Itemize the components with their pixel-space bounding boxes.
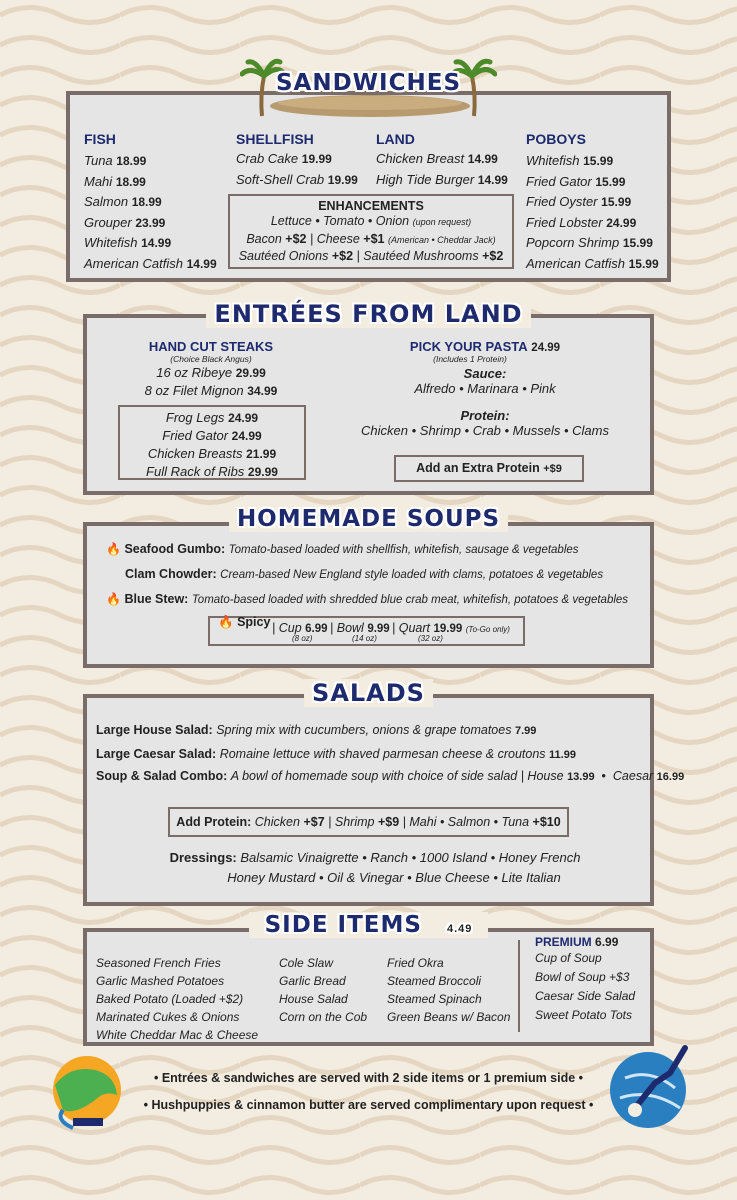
footer-line1: • Entrées & sandwiches are served with 2 side items or 1 premium side • bbox=[153, 1071, 584, 1085]
premium-item: Caesar Side Salad bbox=[535, 989, 636, 1003]
sides-col1 bbox=[96, 954, 258, 1044]
fish-item-name: Tuna bbox=[84, 153, 113, 168]
combo-row: Soup & Salad Combo: A bowl of homemade soup with choice of side salad | House 13.99 • Caesar 16.99 bbox=[96, 769, 685, 783]
side-item: Green Beans w/ Bacon bbox=[387, 1010, 511, 1024]
soup-item bbox=[106, 587, 628, 612]
fish-column bbox=[84, 131, 217, 274]
poboy-item-name: Fried Oyster bbox=[526, 194, 598, 209]
shellfish-item-name: Soft-Shell Crab bbox=[236, 171, 325, 187]
steak-item-price: 29.99 bbox=[235, 366, 266, 380]
entree-item-price: 24.99 bbox=[231, 429, 262, 443]
sides-col3 bbox=[387, 954, 510, 1026]
poboys-heading: POBOYS bbox=[526, 131, 586, 147]
shellfish-column bbox=[236, 131, 358, 190]
poboy-item bbox=[526, 192, 659, 213]
entrees-title: ENTRÉES FROM LAND bbox=[0, 300, 737, 328]
spicy-flame-icon: 🔥 bbox=[106, 592, 121, 606]
poboy-item-name: Popcorn Shrimp bbox=[526, 235, 620, 250]
soup-desc: Tomato-based loaded with shredded blue crab meat, whitefish, potatoes & vegetables bbox=[191, 594, 629, 606]
fish-item-price: 18.99 bbox=[115, 174, 146, 189]
salad-list bbox=[96, 719, 576, 767]
premium-item: Bowl of Soup +$3 bbox=[535, 970, 630, 984]
land-item-price: 14.99 bbox=[477, 172, 508, 187]
side-item: Seasoned French Fries bbox=[96, 956, 221, 970]
poboy-item bbox=[526, 254, 659, 275]
fish-item-price: 18.99 bbox=[131, 195, 162, 209]
land-heading: LAND bbox=[376, 131, 415, 147]
salad-item bbox=[96, 719, 576, 743]
steak-item-price: 34.99 bbox=[247, 384, 278, 398]
soups-title: HOMEMADE SOUPS bbox=[0, 506, 737, 532]
premium-item: Cup of Soup bbox=[535, 951, 602, 965]
fish-item-name: American Catfish bbox=[84, 255, 183, 271]
sandwiches-title: SANDWICHES bbox=[275, 70, 462, 96]
side-item: Baked Potato (Loaded +$2) bbox=[96, 992, 244, 1006]
salad-price: 11.99 bbox=[549, 749, 576, 761]
entree-item-price: 24.99 bbox=[228, 411, 259, 425]
enhancements-box bbox=[228, 194, 514, 269]
fish-item-price: 23.99 bbox=[135, 215, 166, 230]
entree-item bbox=[120, 445, 304, 463]
extra-protein-box: Add an Extra Protein +$9 bbox=[394, 455, 584, 482]
protein-label: Protein: bbox=[460, 408, 510, 423]
protein-list: Chicken • Shrimp • Crab • Mussels • Clams bbox=[361, 423, 609, 438]
sides-title: SIDE ITEMS 4.49 bbox=[0, 912, 737, 938]
poboy-item-name: Whitefish bbox=[526, 153, 580, 168]
salad-name: Large Caesar Salad: bbox=[96, 747, 217, 761]
poboy-item-name: Fried Lobster bbox=[526, 214, 603, 230]
entree-item-name: Full Rack of Ribs bbox=[146, 464, 245, 479]
enhancements-heading: ENHANCEMENTS bbox=[318, 199, 424, 213]
fish-item-name: Whitefish bbox=[84, 235, 138, 250]
poboy-item-price: 15.99 bbox=[628, 256, 659, 271]
fish-item bbox=[84, 151, 217, 172]
steak-item bbox=[126, 382, 296, 400]
steak-item bbox=[126, 364, 296, 382]
salad-desc: Romaine lettuce with shaved parmesan cheese & croutons bbox=[219, 747, 546, 761]
soup-desc: Tomato-based loaded with shellfish, whitefish, sausage & vegetables bbox=[228, 544, 579, 556]
steak-item-name: 8 oz Filet Mignon bbox=[144, 383, 244, 398]
enhancements-line3: Sautéed Onions +$2 | Sautéed Mushrooms +$2 bbox=[238, 249, 504, 263]
spicy-flame-icon: 🔥 bbox=[106, 542, 121, 556]
add-protein-box: Add Protein: Chicken +$7 | Shrimp +$9 | Mahi • Salmon • Tuna +$10 bbox=[168, 807, 569, 837]
soup-item bbox=[106, 562, 628, 587]
side-item: Corn on the Cob bbox=[279, 1010, 368, 1024]
steaks-heading: HAND CUT STEAKS bbox=[148, 339, 274, 354]
steak-item-name: 16 oz Ribeye bbox=[156, 365, 233, 380]
entree-item-name: Chicken Breasts bbox=[147, 446, 243, 461]
fish-heading: FISH bbox=[84, 131, 116, 147]
premium-item: Sweet Potato Tots bbox=[535, 1008, 632, 1022]
side-item: Garlic Mashed Potatoes bbox=[96, 974, 225, 988]
shellfish-heading: SHELLFISH bbox=[236, 131, 314, 147]
entree-item-price: 29.99 bbox=[247, 465, 278, 479]
salads-title: SALADS bbox=[0, 679, 737, 707]
soup-name: Seafood Gumbo: bbox=[124, 542, 226, 556]
enhancements-line2: Bacon +$2 | Cheese +$1 (American • Cheddar Jack) bbox=[246, 232, 496, 246]
salad-name: Large House Salad: bbox=[96, 723, 213, 737]
shellfish-item-name: Crab Cake bbox=[236, 151, 299, 166]
poboy-item-price: 15.99 bbox=[601, 195, 632, 209]
poboy-item bbox=[526, 213, 659, 234]
sauce-list: Alfredo • Marinara • Pink bbox=[414, 381, 556, 396]
land-item bbox=[376, 170, 508, 191]
poboy-item-name: American Catfish bbox=[526, 255, 625, 271]
fish-item bbox=[84, 172, 217, 193]
land-item-name: High Tide Burger bbox=[376, 171, 475, 187]
pasta-heading-row: PICK YOUR PASTA 24.99 bbox=[409, 339, 561, 354]
steaks-section bbox=[126, 339, 296, 400]
poboy-item bbox=[526, 233, 659, 254]
land-item-name: Chicken Breast bbox=[376, 151, 465, 166]
side-item: House Salad bbox=[279, 992, 348, 1006]
sauce-label: Sauce: bbox=[463, 366, 507, 381]
fish-item-price: 14.99 bbox=[141, 236, 172, 250]
fish-item-name: Mahi bbox=[84, 173, 113, 189]
fish-item bbox=[84, 213, 217, 234]
pasta-note: (Includes 1 Protein) bbox=[433, 354, 507, 364]
side-item: White Cheddar Mac & Cheese bbox=[96, 1028, 259, 1042]
soup-item bbox=[106, 537, 628, 562]
poboy-item-price: 15.99 bbox=[622, 236, 653, 250]
entree-item bbox=[120, 463, 304, 481]
fish-item-price: 18.99 bbox=[116, 154, 147, 168]
salad-item bbox=[96, 743, 576, 767]
pasta-section bbox=[340, 339, 630, 438]
sides-col2 bbox=[279, 954, 367, 1026]
mahi-fish-logo bbox=[45, 1040, 125, 1130]
poboys-column bbox=[526, 131, 659, 274]
fish-item-name: Grouper bbox=[84, 214, 132, 230]
premium-divider bbox=[518, 940, 520, 1032]
entree-item bbox=[120, 427, 304, 445]
fish-item bbox=[84, 192, 217, 213]
poboy-item-price: 24.99 bbox=[606, 215, 637, 230]
premium-section: PREMIUM 6.99 Cup of Soup Bowl of Soup +$3 Caesar Side Salad Sweet Potato Tots bbox=[535, 935, 635, 1025]
soup-sizes-box: 🔥 Spicy | Cup 6.99 (8 oz) | Bowl 9.99 (14 oz) | Quart 19.99 (To-Go only) (32 oz) bbox=[208, 616, 525, 646]
fish-item-price: 14.99 bbox=[186, 256, 217, 271]
fish-item-name: Salmon bbox=[84, 194, 129, 209]
land-column bbox=[376, 131, 508, 190]
soup-name: Clam Chowder: bbox=[125, 567, 217, 581]
shellfish-item bbox=[236, 170, 358, 191]
side-item: Garlic Bread bbox=[279, 974, 346, 988]
soup-name: Blue Stew: bbox=[124, 592, 189, 606]
poboy-item bbox=[526, 172, 659, 193]
side-item: Marinated Cukes & Onions bbox=[96, 1010, 240, 1024]
side-item: Fried Okra bbox=[387, 956, 444, 970]
soup-desc: Cream-based New England style loaded with clams, potatoes & vegetables bbox=[220, 569, 604, 581]
entree-item-name: Frog Legs bbox=[165, 410, 225, 425]
poboy-item-price: 15.99 bbox=[583, 154, 614, 168]
steaks-note: (Choice Black Angus) bbox=[170, 354, 252, 364]
spicy-flame-icon: 🔥 bbox=[218, 615, 234, 629]
footer-line2: • Hushpuppies & cinnamon butter are served complimentary upon request • bbox=[143, 1098, 594, 1112]
enhancements-line1: Lettuce • Tomato • Onion (upon request) bbox=[270, 214, 472, 228]
poboy-item-name: Fried Gator bbox=[526, 173, 592, 189]
dressings-section: Dressings: Balsamic Vinaigrette • Ranch • 1000 Island • Honey French Honey Mustard • Oil & Vinegar • Blue Cheese • Lite Italian bbox=[169, 850, 581, 885]
shellfish-item-price: 19.99 bbox=[327, 172, 358, 187]
fish-item bbox=[84, 254, 217, 275]
shellfish-item bbox=[236, 149, 358, 170]
shellfish-item-price: 19.99 bbox=[301, 152, 332, 166]
land-item bbox=[376, 149, 508, 170]
entree-extras-box bbox=[118, 405, 306, 480]
entree-item-name: Fried Gator bbox=[162, 428, 229, 443]
side-item: Cole Slaw bbox=[279, 956, 334, 970]
entree-item-price: 21.99 bbox=[246, 447, 277, 461]
salad-desc: Spring mix with cucumbers, onions & grape tomatoes bbox=[216, 723, 512, 737]
poboy-item-price: 15.99 bbox=[595, 174, 626, 189]
salad-price: 7.99 bbox=[514, 725, 537, 737]
side-item: Steamed Broccoli bbox=[387, 974, 482, 988]
fish-item bbox=[84, 233, 217, 254]
side-item: Steamed Spinach bbox=[387, 992, 482, 1006]
land-item-price: 14.99 bbox=[467, 152, 498, 166]
poboy-item bbox=[526, 151, 659, 172]
entree-item bbox=[120, 409, 304, 427]
soup-list bbox=[106, 537, 628, 612]
